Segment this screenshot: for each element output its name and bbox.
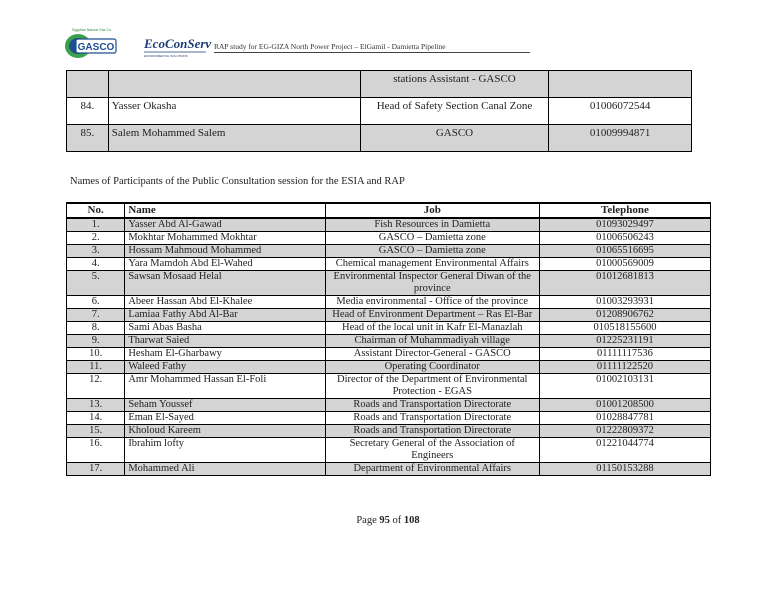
cell-name: Seham Youssef (125, 399, 325, 412)
gasco-logo (62, 26, 122, 62)
col-header-job: Job (325, 203, 539, 218)
cell-no: 85. (67, 125, 109, 152)
cell-name: Eman El-Sayed (125, 412, 325, 425)
page-footer (0, 515, 776, 526)
table-header-row (67, 203, 711, 218)
cell-telephone: 01009994871 (549, 125, 692, 152)
table-row (67, 271, 711, 296)
footer-prefix: Page (356, 515, 380, 526)
cell-job: Environmental Inspector General Diwan of the province (325, 271, 539, 296)
participants-table-continued (66, 70, 692, 152)
page-total: 108 (403, 515, 420, 526)
table-row (67, 412, 711, 425)
table-row (67, 232, 711, 245)
cell-job: GASCO – Damietta zone (325, 245, 539, 258)
table-row (67, 125, 692, 152)
consultation-participants-table (66, 202, 711, 476)
cell-no: 17. (67, 463, 125, 476)
eco-logo-small-text: ENVIRONMENTAL SOLUTIONS (144, 54, 188, 58)
cell-job: Media environmental - Office of the province (325, 296, 539, 309)
cell-job: Assistant Director-General - GASCO (325, 348, 539, 361)
cell-name: Yasser Abd Al-Gawad (125, 218, 325, 232)
cell-telephone: 010518155600 (539, 322, 710, 335)
cell-telephone: 01065516695 (539, 245, 710, 258)
cell-job: GASCO – Damietta zone (325, 232, 539, 245)
table-row (67, 296, 711, 309)
cell-telephone: 01002103131 (539, 374, 710, 399)
cell-telephone: 01006072544 (549, 98, 692, 125)
cell-name: Hossam Mahmoud Mohammed (125, 245, 325, 258)
cell-name (108, 71, 360, 98)
table-row (67, 309, 711, 322)
page-header (62, 26, 542, 64)
cell-telephone (549, 71, 692, 98)
cell-telephone: 01221044774 (539, 438, 710, 463)
cell-telephone: 01003293931 (539, 296, 710, 309)
cell-no: 8. (67, 322, 125, 335)
cell-job: Head of the local unit in Kafr El-Manazlah (325, 322, 539, 335)
cell-telephone: 01111122520 (539, 361, 710, 374)
table-row (67, 463, 711, 476)
table-row (67, 374, 711, 399)
cell-no: 14. (67, 412, 125, 425)
table-row (67, 399, 711, 412)
cell-name: Lamiaa Fathy Abd Al-Bar (125, 309, 325, 322)
table-row (67, 218, 711, 232)
cell-job: Operating Coordinator (325, 361, 539, 374)
cell-no: 13. (67, 399, 125, 412)
cell-name: Ibrahim lofty (125, 438, 325, 463)
cell-job: GASCO (360, 125, 549, 152)
cell-name: Yasser Okasha (108, 98, 360, 125)
cell-job: Roads and Transportation Directorate (325, 399, 539, 412)
cell-name: Waleed Fathy (125, 361, 325, 374)
gasco-logo-text: GASCO (77, 42, 115, 53)
cell-job: Secretary General of the Association of Engineers (325, 438, 539, 463)
cell-telephone: 01208906762 (539, 309, 710, 322)
cell-no: 15. (67, 425, 125, 438)
cell-no: 10. (67, 348, 125, 361)
cell-name: Tharwat Saied (125, 335, 325, 348)
cell-no: 9. (67, 335, 125, 348)
cell-no (67, 71, 109, 98)
cell-telephone: 01028847781 (539, 412, 710, 425)
cell-telephone: 01000569009 (539, 258, 710, 271)
table-row (67, 438, 711, 463)
cell-name: Yara Mamdoh Abd El-Wahed (125, 258, 325, 271)
cell-name: Salem Mohammed Salem (108, 125, 360, 152)
cell-telephone: 01006506243 (539, 232, 710, 245)
cell-no: 11. (67, 361, 125, 374)
col-header-no: No. (67, 203, 125, 218)
cell-name: Sami Abas Basha (125, 322, 325, 335)
section-title: Names of Participants of the Public Consultation session for the ESIA and RAP (70, 176, 405, 187)
table-row (67, 98, 692, 125)
page-number: 95 (379, 515, 390, 526)
col-header-name: Name (125, 203, 325, 218)
table-row (67, 245, 711, 258)
cell-name: Kholoud Kareem (125, 425, 325, 438)
cell-telephone: 01093029497 (539, 218, 710, 232)
cell-name: Hesham El-Gharbawy (125, 348, 325, 361)
cell-name: Mokhtar Mohammed Mokhtar (125, 232, 325, 245)
table-row (67, 361, 711, 374)
cell-no: 12. (67, 374, 125, 399)
cell-telephone: 01012681813 (539, 271, 710, 296)
cell-job: Head of Safety Section Canal Zone (360, 98, 549, 125)
cell-no: 2. (67, 232, 125, 245)
cell-job: Chemical management Environmental Affairs (325, 258, 539, 271)
cell-no: 4. (67, 258, 125, 271)
cell-telephone: 01150153288 (539, 463, 710, 476)
col-header-telephone: Telephone (539, 203, 710, 218)
table-row (67, 71, 692, 98)
cell-no: 6. (67, 296, 125, 309)
gasco-logo-top-text: Egyptian Natural Gas Co. (72, 28, 112, 32)
cell-job: Roads and Transportation Directorate (325, 412, 539, 425)
cell-job: Director of the Department of Environmental Protection - EGAS (325, 374, 539, 399)
cell-job: Department of Environmental Affairs (325, 463, 539, 476)
cell-no: 84. (67, 98, 109, 125)
cell-job: Chairman of Muhammadiyah village (325, 335, 539, 348)
cell-telephone: 01225231191 (539, 335, 710, 348)
cell-name: Amr Mohammed Hassan El-Foli (125, 374, 325, 399)
table-row (67, 258, 711, 271)
cell-no: 5. (67, 271, 125, 296)
cell-name: Abeer Hassan Abd El-Khalee (125, 296, 325, 309)
cell-telephone: 01111117536 (539, 348, 710, 361)
eco-logo-text: EcoConServ (144, 36, 212, 51)
cell-job: Roads and Transportation Directorate (325, 425, 539, 438)
cell-no: 3. (67, 245, 125, 258)
header-title: RAP study for EG-GIZA North Power Project – ElGamil - Damietta Pipeline (214, 42, 446, 51)
cell-no: 16. (67, 438, 125, 463)
cell-name: Sawsan Mosaad Helal (125, 271, 325, 296)
cell-name: Mohammed Ali (125, 463, 325, 476)
header-rule (214, 52, 530, 53)
footer-of: of (389, 515, 404, 526)
table-row (67, 322, 711, 335)
cell-job: stations Assistant - GASCO (360, 71, 549, 98)
table-row (67, 335, 711, 348)
cell-telephone: 01001208500 (539, 399, 710, 412)
cell-job: Fish Resources in Damietta (325, 218, 539, 232)
table-row (67, 348, 711, 361)
cell-no: 7. (67, 309, 125, 322)
cell-no: 1. (67, 218, 125, 232)
cell-job: Head of Environment Department – Ras El-Bar (325, 309, 539, 322)
cell-telephone: 01222809372 (539, 425, 710, 438)
table-row (67, 425, 711, 438)
